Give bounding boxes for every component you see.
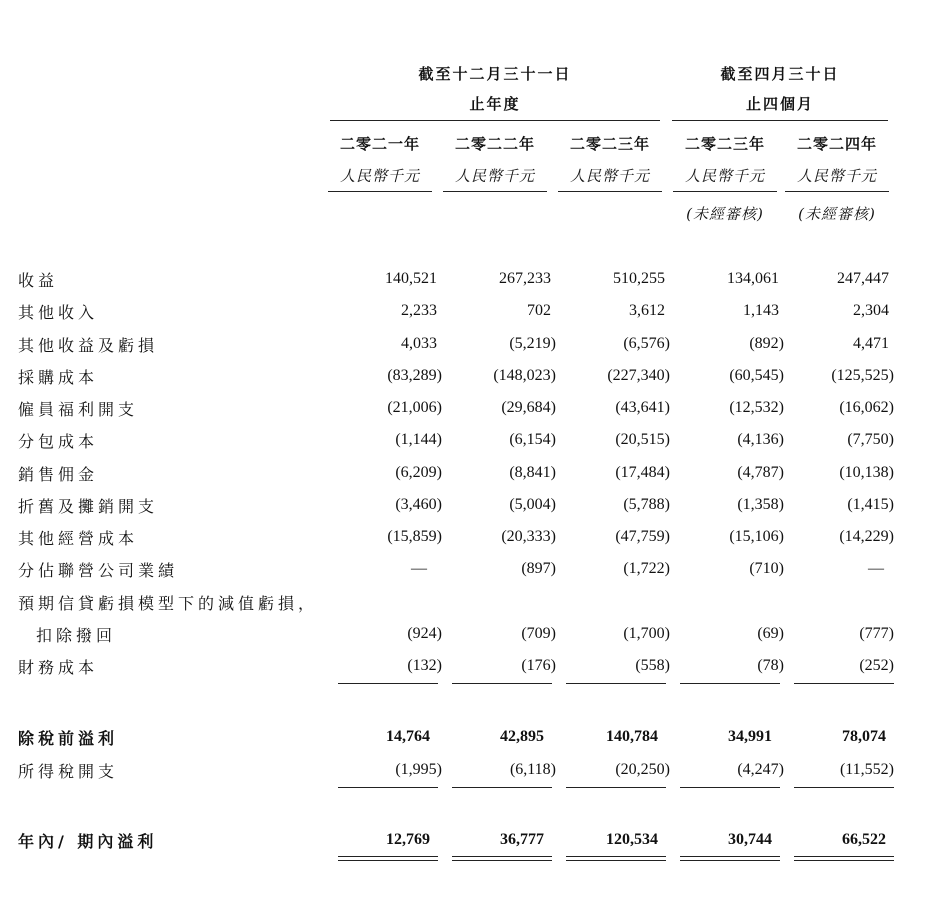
cell-profit-c1: 12,769	[386, 831, 430, 848]
cell-ecl-c2: (709)	[521, 625, 556, 642]
cell-finance-c3: (558)	[635, 657, 670, 674]
cell-purchase-c4: (60,545)	[729, 367, 784, 384]
cell-other-income-c5: 2,304	[853, 302, 889, 319]
header-group-year-divider	[330, 120, 660, 121]
tax-line-5	[794, 787, 894, 788]
cell-other-operating-c4: (15,106)	[729, 528, 784, 545]
total-line-top-1	[338, 856, 438, 857]
column-unaudited-4: (未經審核)	[686, 205, 764, 223]
header-group-year-line1: 截至十二月三十一日	[418, 65, 572, 83]
subtotal-line-2	[452, 683, 552, 684]
cell-tax-c5: (11,552)	[839, 761, 894, 778]
cell-ecl-c4: (69)	[757, 625, 784, 642]
cell-finance-c1: (132)	[407, 657, 442, 674]
cell-finance-c5: (252)	[859, 657, 894, 674]
cell-other-gains-c5: 4,471	[853, 335, 889, 352]
cell-other-operating-c5: (14,229)	[839, 528, 894, 545]
column-year-3: 二零二三年	[569, 135, 650, 153]
row-label-profit-for-period: 年內/ 期內溢利	[18, 832, 158, 851]
cell-depreciation-c4: (1,358)	[737, 496, 784, 513]
cell-pbt-c5: 78,074	[842, 728, 886, 745]
row-label-purchase-cost: 採購成本	[18, 368, 99, 387]
cell-other-operating-c2: (20,333)	[501, 528, 556, 545]
subtotal-line-3	[566, 683, 666, 684]
cell-pbt-c4: 34,991	[728, 728, 772, 745]
tax-line-1	[338, 787, 438, 788]
row-label-finance-costs: 財務成本	[18, 658, 99, 677]
cell-profit-c3: 120,534	[606, 831, 658, 848]
row-label-sales-commission: 銷售佣金	[18, 465, 99, 484]
cell-other-income-c2: 702	[527, 302, 551, 319]
cell-subcontract-c3: (20,515)	[615, 431, 670, 448]
column-unaudited-5: (未經審核)	[798, 205, 876, 223]
total-line-bottom-1	[338, 860, 438, 861]
row-label-depreciation-amortisation: 折舊及攤銷開支	[18, 497, 159, 516]
cell-revenue-c4: 134,061	[727, 270, 779, 287]
cell-commission-c2: (8,841)	[509, 464, 556, 481]
row-label-subcontracting-cost: 分包成本	[18, 432, 99, 451]
column-unit-2: 人民幣千元	[454, 167, 535, 185]
cell-associate-c5: —	[868, 560, 884, 577]
header-group-period-line2: 止四個月	[745, 95, 814, 113]
cell-commission-c3: (17,484)	[615, 464, 670, 481]
row-label-other-income: 其他收入	[18, 303, 99, 322]
column-unit-3: 人民幣千元	[569, 167, 650, 185]
cell-subcontract-c5: (7,750)	[847, 431, 894, 448]
cell-purchase-c5: (125,525)	[831, 367, 894, 384]
cell-purchase-c2: (148,023)	[493, 367, 556, 384]
cell-tax-c2: (6,118)	[509, 761, 556, 778]
cell-associate-c2: (897)	[521, 560, 556, 577]
cell-depreciation-c1: (3,460)	[395, 496, 442, 513]
row-label-other-gains-losses: 其他收益及虧損	[18, 336, 159, 355]
cell-other-operating-c1: (15,859)	[387, 528, 442, 545]
cell-commission-c4: (4,787)	[737, 464, 784, 481]
cell-other-gains-c4: (892)	[749, 335, 784, 352]
cell-ecl-c3: (1,700)	[623, 625, 670, 642]
cell-employee-c4: (12,532)	[729, 399, 784, 416]
column-year-4: 二零二三年	[684, 135, 765, 153]
total-line-top-5	[794, 856, 894, 857]
cell-commission-c5: (10,138)	[839, 464, 894, 481]
column-year-2: 二零二二年	[454, 135, 535, 153]
unit-underline-2	[443, 191, 547, 192]
row-label-ecl-impairment: 預期信貸虧損模型下的減值虧損，	[18, 594, 319, 613]
cell-purchase-c3: (227,340)	[607, 367, 670, 384]
cell-revenue-c1: 140,521	[385, 270, 437, 287]
total-line-bottom-2	[452, 860, 552, 861]
cell-ecl-c5: (777)	[859, 625, 894, 642]
cell-depreciation-c5: (1,415)	[847, 496, 894, 513]
cell-other-gains-c3: (6,576)	[623, 335, 670, 352]
cell-employee-c2: (29,684)	[501, 399, 556, 416]
total-line-top-3	[566, 856, 666, 857]
tax-line-4	[680, 787, 780, 788]
cell-revenue-c3: 510,255	[613, 270, 665, 287]
cell-other-income-c1: 2,233	[401, 302, 437, 319]
cell-profit-c5: 66,522	[842, 831, 886, 848]
subtotal-line-1	[338, 683, 438, 684]
header-group-period-divider	[672, 120, 888, 121]
cell-tax-c4: (4,247)	[737, 761, 784, 778]
cell-commission-c1: (6,209)	[395, 464, 442, 481]
cell-tax-c3: (20,250)	[615, 761, 670, 778]
row-label-profit-before-tax: 除稅前溢利	[18, 729, 119, 748]
cell-subcontract-c4: (4,136)	[737, 431, 784, 448]
subtotal-line-5	[794, 683, 894, 684]
cell-other-operating-c3: (47,759)	[615, 528, 670, 545]
total-line-bottom-5	[794, 860, 894, 861]
total-line-top-2	[452, 856, 552, 857]
cell-purchase-c1: (83,289)	[387, 367, 442, 384]
header-group-period-line1: 截至四月三十日	[720, 65, 840, 83]
unit-underline-3	[558, 191, 662, 192]
cell-finance-c4: (78)	[757, 657, 784, 674]
total-line-bottom-3	[566, 860, 666, 861]
cell-subcontract-c2: (6,154)	[509, 431, 556, 448]
cell-associate-c3: (1,722)	[623, 560, 670, 577]
cell-employee-c5: (16,062)	[839, 399, 894, 416]
cell-subcontract-c1: (1,144)	[395, 431, 442, 448]
cell-profit-c4: 30,744	[728, 831, 772, 848]
row-label-net-of-reversal: 扣除撥回	[36, 626, 117, 645]
tax-line-2	[452, 787, 552, 788]
column-year-5: 二零二四年	[796, 135, 877, 153]
cell-ecl-c1: (924)	[407, 625, 442, 642]
unit-underline-5	[785, 191, 889, 192]
cell-finance-c2: (176)	[521, 657, 556, 674]
cell-profit-c2: 36,777	[500, 831, 544, 848]
row-label-employee-benefits: 僱員福利開支	[18, 400, 139, 419]
subtotal-line-4	[680, 683, 780, 684]
row-label-revenue: 收益	[18, 271, 59, 290]
row-label-share-of-associate: 分佔聯營公司業績	[18, 561, 179, 580]
cell-employee-c3: (43,641)	[615, 399, 670, 416]
cell-associate-c1: —	[411, 560, 427, 577]
cell-other-income-c3: 3,612	[629, 302, 665, 319]
header-group-year-line2: 止年度	[469, 95, 521, 113]
cell-tax-c1: (1,995)	[395, 761, 442, 778]
cell-depreciation-c3: (5,788)	[623, 496, 670, 513]
cell-revenue-c2: 267,233	[499, 270, 551, 287]
total-line-bottom-4	[680, 860, 780, 861]
column-year-1: 二零二一年	[339, 135, 420, 153]
row-label-income-tax: 所得稅開支	[18, 762, 119, 781]
total-line-top-4	[680, 856, 780, 857]
unit-underline-1	[328, 191, 432, 192]
cell-revenue-c5: 247,447	[837, 270, 889, 287]
cell-other-income-c4: 1,143	[743, 302, 779, 319]
tax-line-3	[566, 787, 666, 788]
cell-pbt-c3: 140,784	[606, 728, 658, 745]
column-unit-4: 人民幣千元	[684, 167, 765, 185]
cell-other-gains-c1: 4,033	[401, 335, 437, 352]
column-unit-1: 人民幣千元	[339, 167, 420, 185]
unit-underline-4	[673, 191, 777, 192]
column-unit-5: 人民幣千元	[796, 167, 877, 185]
cell-other-gains-c2: (5,219)	[509, 335, 556, 352]
cell-pbt-c2: 42,895	[500, 728, 544, 745]
cell-depreciation-c2: (5,004)	[509, 496, 556, 513]
row-label-other-operating-costs: 其他經營成本	[18, 529, 139, 548]
cell-pbt-c1: 14,764	[386, 728, 430, 745]
cell-employee-c1: (21,006)	[387, 399, 442, 416]
cell-associate-c4: (710)	[749, 560, 784, 577]
